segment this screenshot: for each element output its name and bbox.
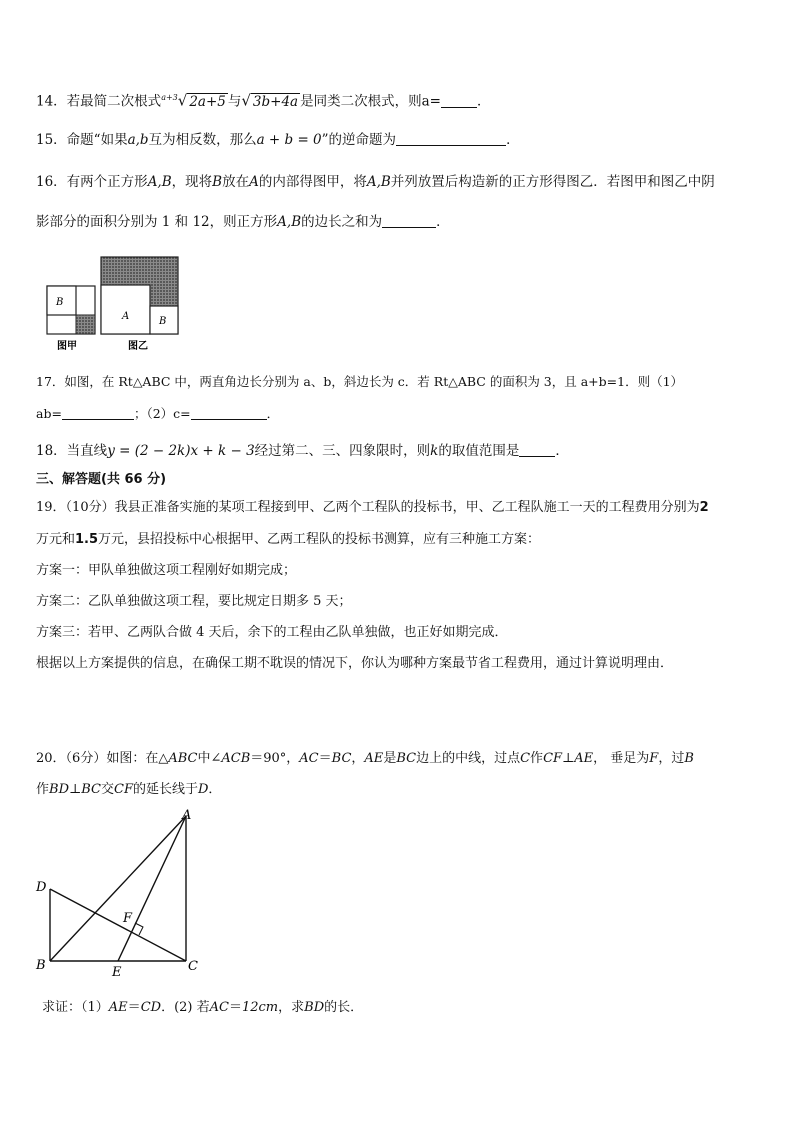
label-b-small: B	[56, 297, 64, 308]
answer-blank-1[interactable]	[62, 405, 134, 420]
q18-tail: 的取值范围是	[438, 443, 520, 459]
plan-3: 方案三：若甲、乙两队合做 4 天后，余下的工程由乙队单独做，也正好如期完成．	[36, 625, 508, 640]
q20-c: C	[520, 751, 531, 766]
answer-blank-2[interactable]	[191, 405, 267, 420]
q20-perp: ⊥	[562, 751, 575, 766]
q15-text: 15．命题“如果	[36, 132, 128, 148]
point-f: F	[123, 911, 133, 926]
q20-ae: AE	[364, 751, 384, 766]
q20-ac2: AC	[209, 1000, 229, 1015]
q20-bd2: BD	[304, 1000, 325, 1015]
q20-text-b: 中∠	[197, 751, 222, 766]
q20-bd: BD	[49, 782, 69, 797]
answer-blank[interactable]	[396, 131, 506, 146]
question-17-line-1	[36, 372, 758, 392]
q18-text: 18．当直线	[36, 443, 108, 459]
q14-text: 14．若最简二次根式	[36, 93, 162, 110]
question-19-line-2	[36, 530, 758, 550]
q20-d: D	[197, 782, 209, 797]
q20-abc: ABC	[168, 751, 198, 766]
q16-var-ab3: A,B	[277, 214, 302, 230]
q20-eq3: ＝	[228, 1000, 242, 1015]
q20-b: B	[684, 751, 694, 766]
q20-text-d: 是	[383, 751, 397, 766]
q20-text-k: 的延长线于	[132, 782, 198, 797]
q16-text-e: 并列放置后构造新的正方形得图乙．若图甲和图乙中阴	[390, 174, 715, 190]
q16-var-b: B	[212, 174, 223, 190]
q20-proof-b: ．(2) 若	[161, 1000, 210, 1015]
q20-proof-a: 求证：（1）	[42, 1000, 109, 1015]
q19-cost-b: 1.5	[75, 532, 99, 547]
q20-len: 12cm	[241, 1000, 279, 1015]
point-e: E	[112, 965, 122, 980]
q19-text-a: 19．（10分）我县正准备实施的某项工程接到甲、乙两个工程队的投标书，甲、乙工程队施工一天的工程费用分别为	[36, 500, 700, 515]
q16-var-a: A	[249, 174, 259, 190]
question-20-line-1	[36, 749, 758, 769]
q20-text-c: ＝90°，	[250, 751, 300, 766]
point-c: C	[188, 959, 198, 974]
radicand-1: 2a+5	[189, 93, 226, 110]
q17-end: ．	[266, 406, 280, 421]
question-15	[36, 130, 758, 150]
q20-eq: ＝	[318, 751, 332, 766]
q20-ae2: AE	[574, 751, 594, 766]
q20-cf: CF	[543, 751, 563, 766]
q19-question: 根据以上方案提供的信息，在确保工期不耽误的情况下，你认为哪种方案最节省工程费用，通过计算说明理由．	[36, 656, 674, 671]
q17-sep: ；（2）c=	[133, 406, 191, 421]
triangle-figure	[30, 805, 220, 980]
q20-bc2: BC	[396, 751, 417, 766]
q20-bc3: BC	[81, 782, 101, 797]
q15-tail: ”的逆命题为	[321, 132, 397, 148]
question-16-line-2	[36, 212, 758, 232]
answer-blank[interactable]	[441, 93, 477, 108]
q20-ae3: AE	[108, 1000, 128, 1015]
figure-jia	[47, 286, 95, 334]
q20-proof	[42, 998, 758, 1018]
q14-tail: 是同类二次根式，则a=	[300, 93, 441, 110]
q20-proof-d: 的长．	[324, 1000, 364, 1015]
q20-bc: BC	[331, 751, 352, 766]
question-19-line-1	[36, 498, 758, 518]
q20-proof-c: ，求	[278, 1000, 305, 1015]
q15-mid: 互为相反数，那么	[148, 132, 257, 148]
root-index: a+3	[161, 93, 178, 102]
q20-text-f: 作	[530, 751, 544, 766]
q20-text-l: ．	[208, 782, 222, 797]
q20-text-h: ，过	[658, 751, 685, 766]
point-a: A	[182, 808, 192, 823]
label-b: B	[159, 316, 167, 327]
question-14: 14．若最简二次根式$^{a+3}$√ 2a+5 与√ 3b+4a 是同类二次根式，则a= ．	[36, 91, 491, 110]
q16-var-ab: A,B	[147, 174, 172, 190]
answer-blank[interactable]	[382, 213, 436, 228]
q20-text-j: 交	[100, 782, 114, 797]
q17-ab-label: ab=	[36, 406, 62, 421]
q20-perp2: ⊥	[69, 782, 82, 797]
q16-text-b: ，现将	[171, 174, 213, 190]
q18-mid: 经过第二、三、四象限时，则	[254, 443, 431, 459]
question-18	[36, 441, 758, 461]
q20-text-g: ， 垂足为	[593, 751, 650, 766]
q20-eq2: ＝	[127, 1000, 141, 1015]
q18-equation: y = (2 − 2k)x + k − 3	[107, 443, 255, 459]
square-figure	[40, 254, 185, 354]
plan-1: 方案一：甲队单独做这项工程刚好如期完成；	[36, 563, 297, 578]
q19-cost-a: 2	[699, 500, 709, 515]
question-20-line-2	[36, 780, 758, 800]
caption-jia: 图甲	[57, 341, 77, 352]
point-b: B	[36, 958, 46, 973]
q16-text-f: 影部分的面积分别为 1 和 12，则正方形	[36, 214, 278, 230]
q15-end: ．	[506, 132, 520, 148]
question-16-line-1	[36, 172, 758, 192]
q20-ac: AC	[299, 751, 319, 766]
plan-2: 方案二：乙队单独做这项工程，要比规定日期多 5 天；	[36, 594, 352, 609]
q20-cf2: CF	[114, 782, 133, 797]
q14-end: ．	[476, 93, 491, 110]
q16-end: ．	[436, 214, 450, 230]
q17-text: 17．如图，在 Rt△ABC 中，两直角边长分别为 a、b，斜边长为 c．若 Rt△ABC 的面积为 3，且 a+b=1．则（1）	[36, 374, 684, 389]
point-d: D	[36, 880, 47, 895]
question-17-line-2	[36, 404, 758, 424]
q14-connector: 与	[227, 93, 242, 110]
answer-blank[interactable]	[519, 442, 555, 457]
q19-text-c: 万元，县招投标中心根据甲、乙两工程队的投标书测算，应有三种施工方案：	[98, 532, 541, 547]
q16-text-d: 的内部得图甲，将	[258, 174, 367, 190]
q20-text-e: 边上的中线，过点	[416, 751, 521, 766]
q16-text-a: 16．有两个正方形	[36, 174, 148, 190]
caption-yi: 图乙	[128, 341, 148, 352]
q18-end: ．	[555, 443, 569, 459]
label-a: A	[122, 311, 130, 322]
q16-text-g: 的边长之和为	[301, 214, 383, 230]
radicand-2: 3b+4a	[252, 93, 299, 110]
section-heading: 三、解答题(共 66 分)	[36, 472, 167, 487]
q18-k: k	[430, 443, 439, 459]
q19-text-b: 万元和	[36, 532, 76, 547]
q16-var-ab2: A,B	[366, 174, 391, 190]
q20-acb: ACB	[221, 751, 251, 766]
figure-yi	[101, 257, 178, 334]
q20-f: F	[649, 751, 659, 766]
q15-expr: a + b = 0	[256, 132, 322, 148]
q15-var: a,b	[127, 132, 149, 148]
q20-text-a: 20．（6分）如图：在△	[36, 751, 169, 766]
q16-text-c: 放在	[222, 174, 250, 190]
q20-cd: CD	[140, 1000, 162, 1015]
q20-text-i: 作	[36, 782, 50, 797]
q20-comma: ，	[351, 751, 365, 766]
